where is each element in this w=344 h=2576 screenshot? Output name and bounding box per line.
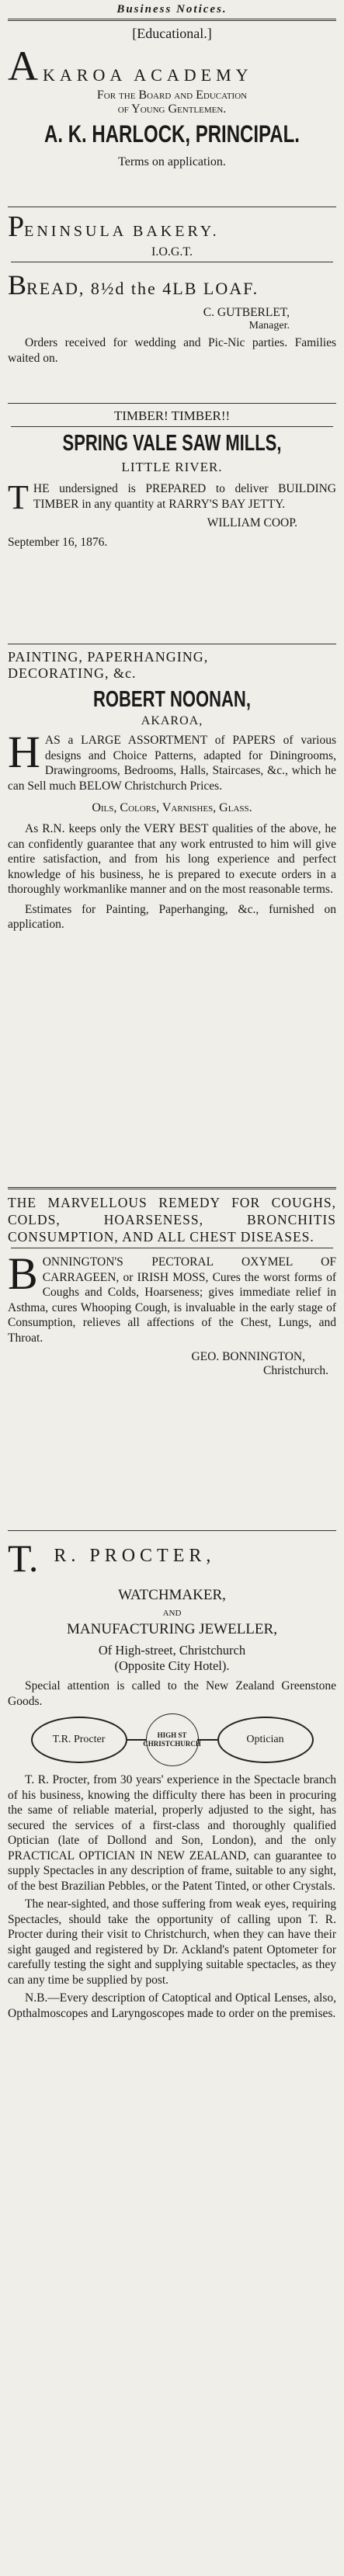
noonan-body-1: AS a LARGE ASSORTMENT of PAPERS of various designs and Choice Patterns, adapted for Diningrooms, Drawingrooms, Bedrooms, Halls, Staircases, &c., which he can Sell much BELOW Christchurch Prices. [8,734,336,793]
painting-line-2: DECORATING, &c. [8,665,137,681]
divider [8,1530,336,1531]
procter-trade-2: MANUFACTURING JEWELLER, [67,1621,277,1637]
bread-line [8,269,336,301]
drop-cap: H [8,727,40,777]
advert-robert-noonan [5,649,339,1185]
noonan-body-3: Estimates for Painting, Paperhanging, &c., furnished on application. [8,902,336,931]
terms: Terms on application. [118,155,226,168]
timber-head: TIMBER! TIMBER!! [113,408,231,423]
logo-right-text: Optician [246,1734,284,1745]
remedy-head: THE MARVELLOUS REMEDY FOR COUGHS, COLDS, HOARSENESS, BRONCHITIS CONSUMPTION, AND ALL CHEST DISEASES. [8,1195,336,1245]
subtitle-line-1: For the Board and Education [96,89,248,102]
advert-peninsula-bakery [5,210,339,401]
section-label: [Educational.] [132,26,212,41]
procter-para-2: The near-sighted, and those suffering from weak eyes, requiring Spectacles, should take the opportunity of calling upon T. R. Procter during their visit to Christchurch, when they can have their sight gauged and registered by Dr. Ackland's patent Optometer for carefully testing the sight and supplying suitable spectacles, as they can any time be supplied by post. [8,1897,336,1987]
logo-bridge [197,1739,217,1741]
mill-body-wrap [8,478,336,516]
remedy-place: Christchurch. [263,1364,328,1377]
drop-cap: T. [8,1536,39,1580]
divider [8,403,336,404]
logo-lens-right [217,1717,314,1763]
noonan-place: AKAROA, [141,714,203,727]
noonan-body-1-wrap [8,727,336,793]
drop-cap: B [8,1248,38,1299]
bakery-title [8,210,336,244]
procter-para-1: T. R. Procter, from 30 years' experience in the Spectacle branch of his business, knowing the difficulty there has been in procuring the same of reliable material, properly adjusted to the sight, has secured the services of a first-class and thoroughly qualified Optician (late of Dollond and Son, London), and the only PRACTICAL OPTICIAN IN NEW ZEALAND, can guarantee to supply Spectacles in any description of frame, suitable to any sight, of the best Brazilian Pebbles, or the Patent Tinted, or other Crystals. [8,1773,336,1893]
noonan-name: ROBERT NOONAN, [93,686,251,712]
subtitle-line-2: of Young Gentlemen. [117,102,227,116]
manager-role: Manager. [248,320,290,332]
advert-column [5,0,339,2021]
bakery-body: Orders received for wedding and Pic-Nic parties. Families waited on. [8,336,336,365]
drop-cap: P [8,210,25,243]
mill-title: SPRING VALE SAW MILLS, [62,430,282,456]
advert-spring-vale-saw-mills [5,408,339,641]
divider [8,19,336,21]
noonan-body-2: As R.N. keeps only the VERY BEST qualities of the above, he can confidently guarantee that any work entrusted to him will give entire satisfaction, and from his long experience and perfect knowledge of his business, he is prepared to execute orders in a thoroughly workmanlike manner and on the most reasonable terms. [8,822,336,896]
advert-tr-procter [5,1536,339,2021]
principal-name: A. K. HARLOCK, PRINCIPAL. [44,120,300,148]
divider [11,426,333,427]
mill-sig: WILLIAM COOP. [207,516,297,529]
manager-name: C. GUTBERLET, [203,306,290,319]
masthead: Business Notices. [116,3,228,16]
drop-cap: A [8,43,38,89]
noonan-oils: Oils, Colors, Varnishes, Glass. [92,801,252,814]
procter-addr-2: (Opposite City Hotel). [114,1658,230,1673]
drop-cap: B [8,269,27,300]
painting-line-1: PAINTING, PAPERHANGING, [8,649,209,665]
procter-title [8,1536,336,1581]
procter-addr-1: Of High-street, Christchurch [98,1643,246,1658]
bakery-title-rest: ENINSULA BAKERY. [24,223,220,240]
procter-trade-1: WATCHMAKER, [118,1587,226,1603]
remedy-body-wrap [8,1248,336,1345]
divider [8,1187,336,1189]
remedy-body: ONNINGTON'S PECTORAL OXYMEL OF CARRAGEEN, or IRISH MOSS, Cures the worst forms of Coughs and Colds, Hoarseness; gives immediate relief in Asthma, cures Whooping Cough, is invaluable in the early stage of Consumption, relieves all affections of the Chest, Lungs, and Throat. [8,1255,336,1345]
logo-left-text: T.R. Procter [52,1734,106,1745]
mill-place: LITTLE RIVER. [121,460,223,474]
logo-center-seal [143,1713,201,1766]
logo-mid-2: CHRISTCHURCH [143,1740,201,1748]
bakery-sub: I.O.G.T. [151,245,193,259]
procter-para-3: N.B.—Every description of Catoptical and Optical Lenses, also, Opthalmoscopes and Laryngoscopes made to order on the premises. [8,1991,336,2020]
logo-mid-1: HIGH ST [157,1731,187,1739]
mill-date: September 16, 1876. [8,536,108,549]
advert-akaroa-academy [5,26,339,204]
academy-title [8,43,336,89]
mill-body: HE undersigned is PREPARED to deliver BUILDING TIMBER in any quantity at RARRY'S BAY JETTY. [33,482,336,511]
academy-title-rest: KAROA ACADEMY [43,65,253,85]
procter-name: R. PROCTER, [54,1545,216,1566]
logo-lens-left [31,1717,127,1763]
procter-and: AND [162,1609,182,1618]
bread-price: READ, 8½d the 4LB LOAF. [26,279,259,298]
remedy-sig: GEO. BONNINGTON, [191,1350,305,1363]
advert-bonnington-pectoral [5,1194,339,1528]
procter-special: Special attention is called to the New Zealand Greenstone Goods. [8,1679,336,1708]
spectacles-logo [8,1713,336,1766]
drop-cap: T [8,478,29,516]
